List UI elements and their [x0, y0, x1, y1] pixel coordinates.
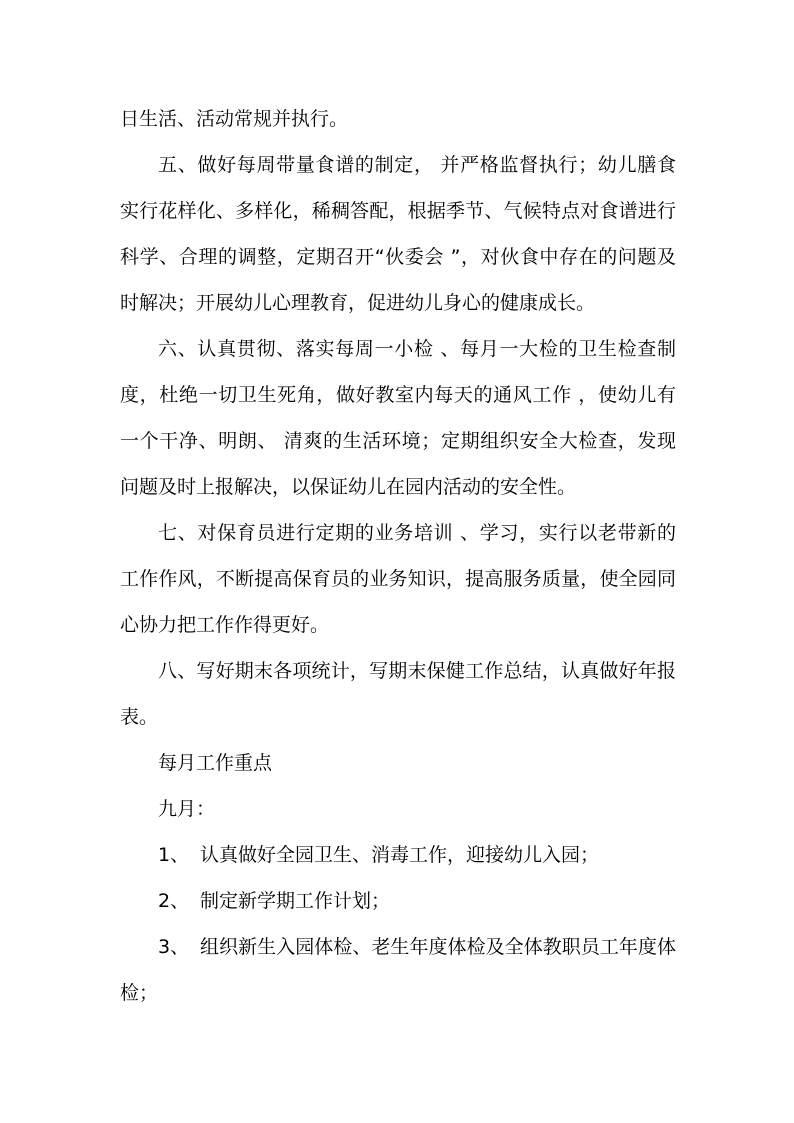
- month-heading: 九月：: [158, 798, 216, 820]
- paragraph-item-8: 八、写好期末各项统计，写期末保健工作总结，认真做好年报表。: [120, 660, 676, 728]
- list-item-number: 1、: [158, 844, 190, 866]
- list-item-number: 3、: [158, 936, 190, 958]
- list-item-text: 认真做好全园卫生、消毒工作，迎接幼儿入园；: [200, 844, 600, 866]
- document-body: [120, 96, 676, 1016]
- section-heading: 每月工作重点: [158, 752, 273, 774]
- paragraph-continuation: 日生活、活动常规并执行。: [120, 108, 349, 130]
- list-item: [120, 832, 676, 878]
- paragraph-item-5: 五、做好每周带量食谱的制定， 并严格监督执行；幼儿膳食实行花样化、多样化，稀稠答配，根据季节、气候特点对食谱进行科学、合理的调整，定期召开“伙委会 ”，对伙食中存在的问题及时解决；开展幼儿心理教育，促进幼儿身心的健康成长。: [120, 154, 676, 314]
- paragraph-item-6: 六、认真贯彻、落实每周一小检 、每月一大检的卫生检查制度，杜绝一切卫生死角，做好教室内每天的通风工作 ，使幼儿有一个干净、明朗、 清爽的生活环境；定期组织安全大检查，发现问题及时上报解决，以保证幼儿在园内活动的安全性。: [120, 338, 676, 498]
- list-item: [120, 878, 676, 924]
- list-item-text: 制定新学期工作计划；: [200, 890, 391, 912]
- list-item: [120, 924, 676, 1016]
- list-item-number: 2、: [158, 890, 190, 912]
- list-item-text: 组织新生入园体检、老生年度体检及全体教职员工年度体检；: [120, 936, 676, 1004]
- paragraph-item-7: 七、对保育员进行定期的业务培训 、学习，实行以老带新的工作作风，不断提高保育员的业务知识，提高服务质量，使全园同心协力把工作作得更好。: [120, 522, 676, 636]
